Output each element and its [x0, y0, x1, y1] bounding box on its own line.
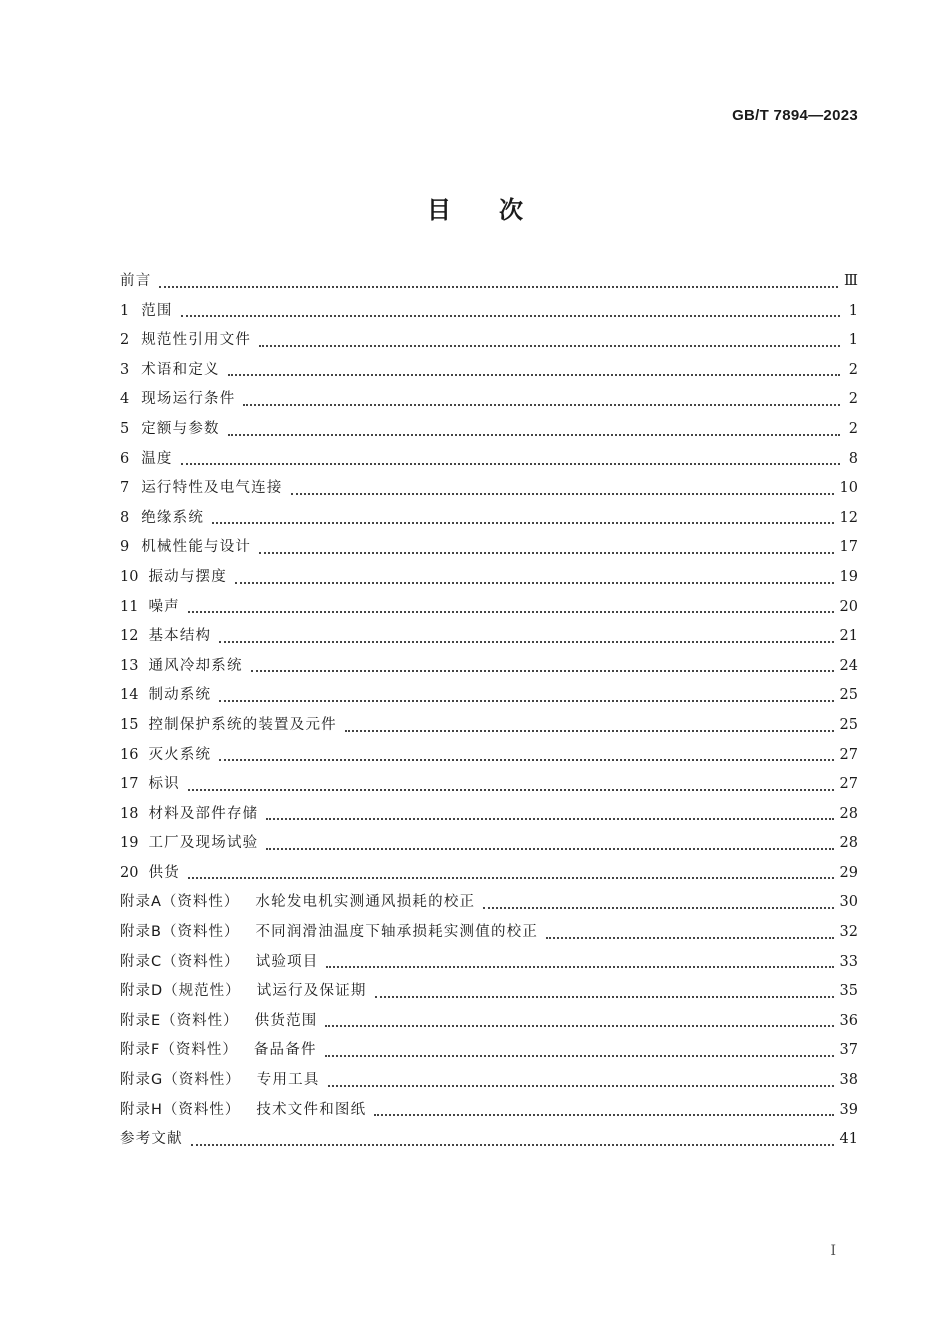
toc-entry-page: 39: [839, 1101, 858, 1118]
toc-entry-page: 32: [839, 924, 858, 941]
toc-entry-label: 前言: [120, 273, 152, 289]
toc-entry-label: 供货范围: [254, 1012, 318, 1029]
toc-dot-leader: [546, 936, 833, 939]
toc-entry[interactable]: [120, 385, 858, 415]
toc-entry[interactable]: [120, 504, 858, 534]
toc-entry[interactable]: [120, 888, 858, 918]
toc-entry-page: 10: [839, 480, 858, 497]
toc-entry[interactable]: [120, 681, 858, 711]
toc-entry-page: 2: [848, 391, 858, 408]
toc-entry[interactable]: [120, 711, 858, 741]
toc-entry-page: 37: [839, 1042, 858, 1059]
toc-entry-page: 33: [839, 953, 858, 970]
toc-entry[interactable]: [120, 977, 858, 1007]
toc-entry-page: 25: [839, 687, 858, 704]
toc-dot-leader: [191, 1143, 834, 1146]
toc-entry-label: 试验项目: [255, 953, 319, 970]
toc-entry[interactable]: [120, 415, 858, 445]
toc-entry[interactable]: [120, 445, 858, 475]
toc-entry-number: 9: [120, 539, 130, 556]
toc-dot-leader: [228, 433, 840, 436]
toc-entry-number: 18: [120, 805, 139, 822]
toc-dot-leader: [188, 876, 834, 879]
standard-number: GB/T 7894—2023: [732, 107, 858, 124]
toc-entry-label: 运行特性及电气连接: [141, 480, 283, 497]
toc-dot-leader: [266, 847, 833, 850]
toc-entry-number: 11: [120, 598, 139, 615]
toc-entry-page: 30: [839, 894, 858, 911]
toc-entry-label: 技术文件和图纸: [256, 1101, 367, 1118]
toc-entry-number: 19: [120, 835, 139, 852]
toc-dot-leader: [483, 906, 833, 909]
toc-entry[interactable]: [120, 1036, 858, 1066]
toc-dot-leader: [375, 995, 834, 998]
toc-dot-leader: [235, 581, 834, 584]
toc-entry[interactable]: [120, 1007, 858, 1037]
toc-dot-leader: [188, 788, 834, 791]
toc-entry-label: 绝缘系统: [141, 509, 205, 526]
toc-annex-tag: 附录B（资料性）: [120, 924, 240, 941]
toc-dot-leader: [219, 699, 833, 702]
toc-entry-page: 2: [848, 361, 858, 378]
toc-entry[interactable]: [120, 1066, 858, 1096]
toc-entry-page: 28: [839, 805, 858, 822]
toc-annex-tag: 附录H（资料性）: [120, 1101, 241, 1118]
toc-entry-number: 4: [120, 391, 130, 408]
toc-entry[interactable]: [120, 652, 858, 682]
toc-entry[interactable]: [120, 474, 858, 504]
toc-entry-page: 27: [839, 746, 858, 763]
page-number: I: [830, 1243, 836, 1259]
toc-dot-leader: [259, 344, 840, 347]
toc-dot-leader: [291, 492, 834, 495]
toc-entry-page: 24: [839, 657, 858, 674]
toc-dot-leader: [259, 551, 833, 554]
toc-entry-page: 8: [848, 450, 858, 467]
toc-dot-leader: [228, 373, 840, 376]
toc-entry-page: 41: [839, 1131, 858, 1148]
toc-dot-leader: [188, 610, 834, 613]
toc-entry-page: 29: [839, 864, 858, 881]
toc-entry-page: 27: [839, 776, 858, 793]
toc-entry-number: 2: [120, 332, 130, 349]
toc-annex-tag: 附录C（资料性）: [120, 953, 240, 970]
toc-entry-label: 不同润滑油温度下轴承损耗实测值的校正: [255, 924, 539, 941]
toc-entry-label: 参考文献: [120, 1131, 183, 1148]
toc-annex-tag: 附录E（资料性）: [120, 1012, 239, 1029]
toc-annex-tag: 附录D（规范性）: [120, 983, 241, 1000]
toc-entry[interactable]: [120, 622, 858, 652]
toc-entry-page: 25: [839, 716, 858, 733]
toc-entry-label: 水轮发电机实测通风损耗的校正: [255, 894, 476, 911]
toc-entry-page: 35: [839, 983, 858, 1000]
toc-entry-label: 现场运行条件: [141, 391, 236, 408]
toc-entry-label: 规范性引用文件: [141, 332, 252, 349]
toc-entry-page: Ⅲ: [844, 273, 858, 289]
toc-entry-number: 8: [120, 509, 130, 526]
toc-entry-label: 振动与摆度: [148, 568, 227, 585]
toc-entry-label: 定额与参数: [141, 420, 220, 437]
toc-entry-page: 38: [839, 1072, 858, 1089]
page-title: 目次: [427, 196, 571, 224]
toc-dot-leader: [266, 817, 833, 820]
toc-dot-leader: [181, 314, 840, 317]
toc-entry-number: 6: [120, 450, 130, 467]
toc-entry-number: 17: [120, 776, 139, 793]
toc-entry-number: 7: [120, 480, 130, 497]
toc-entry-number: 20: [120, 864, 139, 881]
toc-entry[interactable]: [120, 859, 858, 889]
toc-annex-tag: 附录F（资料性）: [120, 1042, 238, 1059]
toc-entry[interactable]: [120, 593, 858, 623]
toc-entry-page: 12: [839, 509, 858, 526]
toc-entry-label: 机械性能与设计: [141, 539, 252, 556]
toc-entry-number: 3: [120, 361, 130, 378]
toc-entry-label: 标识: [148, 776, 180, 793]
toc-entry[interactable]: [120, 297, 858, 327]
toc-entry-number: 12: [120, 628, 139, 645]
toc-entry[interactable]: [120, 1125, 858, 1155]
toc-entry-page: 19: [839, 568, 858, 585]
toc-entry[interactable]: [120, 267, 858, 297]
toc-annex-tag: 附录A（资料性）: [120, 894, 240, 911]
toc-dot-leader: [325, 1024, 833, 1027]
toc-entry[interactable]: [120, 563, 858, 593]
toc-entry-number: 13: [120, 657, 139, 674]
toc-entry-page: 20: [839, 598, 858, 615]
toc-entry-label: 温度: [141, 450, 173, 467]
toc-entry-label: 术语和定义: [141, 361, 220, 378]
toc-dot-leader: [219, 758, 833, 761]
toc-entry-label: 材料及部件存储: [148, 805, 259, 822]
toc-entry-label: 试运行及保证期: [256, 983, 367, 1000]
toc-entry-page: 2: [848, 420, 858, 437]
table-of-contents: [120, 267, 858, 1155]
toc-entry[interactable]: [120, 918, 858, 948]
toc-dot-leader: [328, 1084, 834, 1087]
toc-entry-page: 21: [839, 628, 858, 645]
toc-entry-number: 14: [120, 687, 139, 704]
toc-dot-leader: [251, 669, 834, 672]
toc-dot-leader: [326, 965, 833, 968]
toc-entry[interactable]: [120, 800, 858, 830]
toc-entry-page: 1: [848, 332, 858, 349]
toc-entry[interactable]: [120, 356, 858, 386]
toc-entry-label: 噪声: [148, 598, 180, 615]
toc-entry-label: 范围: [141, 302, 173, 319]
toc-entry-page: 36: [839, 1012, 858, 1029]
toc-entry-number: 1: [120, 302, 130, 319]
toc-entry-label: 基本结构: [148, 628, 212, 645]
toc-entry-label: 工厂及现场试验: [148, 835, 259, 852]
toc-dot-leader: [243, 403, 840, 406]
toc-annex-tag: 附录G（资料性）: [120, 1072, 241, 1089]
toc-entry-page: 17: [839, 539, 858, 556]
toc-entry[interactable]: [120, 326, 858, 356]
toc-dot-leader: [212, 521, 834, 524]
toc-dot-leader: [159, 285, 838, 288]
toc-entry-number: 10: [120, 568, 139, 585]
toc-dot-leader: [325, 1054, 834, 1057]
toc-entry[interactable]: [120, 948, 858, 978]
toc-dot-leader: [345, 729, 834, 732]
toc-entry-number: 16: [120, 746, 139, 763]
toc-entry[interactable]: [120, 533, 858, 563]
toc-entry-label: 通风冷却系统: [148, 657, 243, 674]
toc-entry-number: 15: [120, 716, 139, 733]
toc-entry-page: 1: [848, 302, 858, 319]
toc-dot-leader: [219, 640, 833, 643]
toc-dot-leader: [181, 462, 840, 465]
toc-entry[interactable]: [120, 1096, 858, 1126]
toc-entry-label: 备品备件: [253, 1042, 317, 1059]
toc-entry-number: 5: [120, 420, 130, 437]
toc-entry-label: 供货: [148, 864, 180, 881]
toc-entry-label: 灭火系统: [148, 746, 212, 763]
toc-entry[interactable]: [120, 741, 858, 771]
toc-entry-label: 专用工具: [256, 1072, 320, 1089]
toc-entry[interactable]: [120, 770, 858, 800]
toc-entry-label: 控制保护系统的装置及元件: [148, 716, 337, 733]
toc-dot-leader: [374, 1113, 833, 1116]
toc-entry-label: 制动系统: [148, 687, 212, 704]
toc-entry-page: 28: [839, 835, 858, 852]
toc-entry[interactable]: [120, 829, 858, 859]
